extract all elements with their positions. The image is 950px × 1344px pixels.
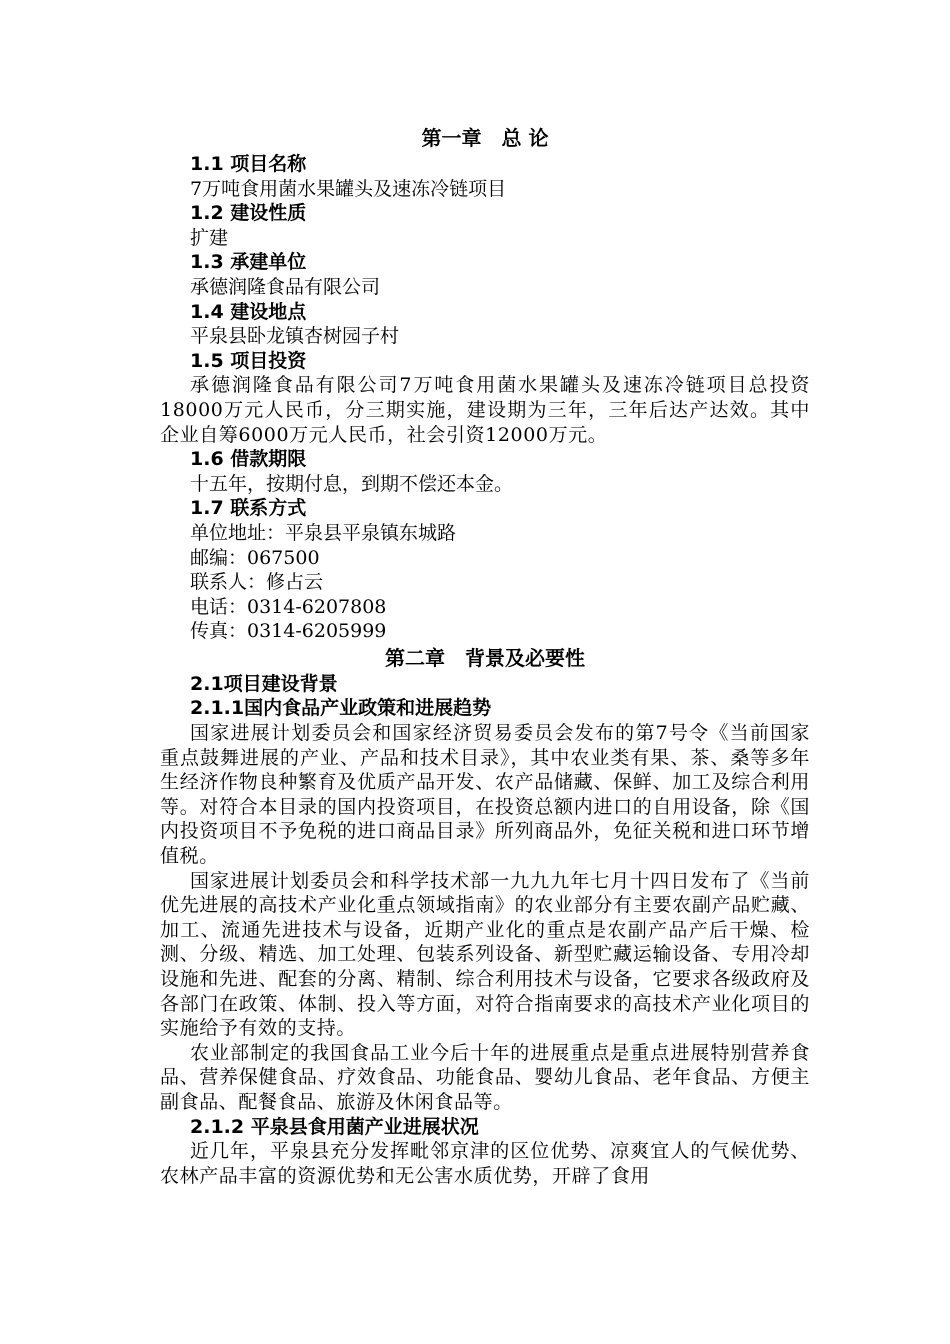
contact-person: 联系人：修占云 <box>190 571 324 594</box>
section-1-4-heading: 1.4 建设地点 <box>190 300 307 323</box>
chapter-1-title: 第一章 总 论 <box>421 126 549 150</box>
section-1-1-heading: 1.1 项目名称 <box>190 153 307 175</box>
section-1-5-heading: 1.5 项目投资 <box>190 349 307 372</box>
contact-postcode: 邮编：067500 <box>190 546 320 569</box>
contact-phone: 电话：0314-6207808 <box>190 595 387 618</box>
policy-paragraph-2: 国家进展计划委员会和科学技术部一九九九年七月十四日发布了《当前优先进展的高技术产业化重点领域指南》的农业部分有主要农副产品贮藏、加工、流通先进技术与设备，近期产业化的重点是农副产品产后干燥、检测、分级、精选、加工处理、包装系列设备、新型贮藏运输设备、专用冷却设施和先进、配套的分离、精制、综合利用技术与设备，它要求各级政府及各部门在政策、体制、投入等方面，对符合指南要求的高技术产业化项目的实施给予有效的支持。 <box>160 869 810 1040</box>
mushroom-industry-paragraph: 近几年，平泉县充分发挥毗邻京津的区位优势、凉爽宜人的气候优势、农林产品丰富的资源优势和无公害水质优势，开辟了食用 <box>160 1140 810 1187</box>
loan-term: 十五年，按期付息，到期不偿还本金。 <box>190 472 514 495</box>
contact-address: 单位地址：平泉县平泉镇东城路 <box>190 521 457 544</box>
project-name: 7万吨食用菌水果罐头及速冻冷链项目 <box>190 177 507 200</box>
construction-nature: 扩建 <box>190 226 229 249</box>
policy-paragraph-1: 国家进展计划委员会和国家经济贸易委员会发布的第7号令《当前国家重点鼓舞进展的产业、产品和技术目录》，其中农业类有果、茶、桑等多年生经济作物良种繁育及优质产品开发、农产品储藏、保鲜、加工及综合利用等。对符合本目录的国内投资项目，在投资总额内进口的自用设备，除《国内投资项目不予免税的进口商品目录》所列商品外，免征关税和进口环节增值税。 <box>160 722 810 868</box>
location: 平泉县卧龙镇杏树园子村 <box>190 325 400 348</box>
section-2-1-heading: 2.1项目建设背景 <box>190 672 338 695</box>
section-1-6-heading: 1.6 借款期限 <box>190 448 307 471</box>
section-2-1-2-heading: 2.1.2 平泉县食用菌产业进展状况 <box>190 1115 479 1138</box>
investment-paragraph: 承德润隆食品有限公司7万吨食用菌水果罐头及速冻冷链项目总投资18000万元人民币，分三期实施，建设期为三年，三年后达产达效。其中企业自筹6000万元人民币，社会引资12000万元。 <box>160 374 810 446</box>
section-1-7-heading: 1.7 联系方式 <box>190 497 307 520</box>
chapter-2-title: 第二章 背景及必要性 <box>385 645 585 670</box>
policy-paragraph-3: 农业部制定的我国食品工业今后十年的进展重点是重点进展特别营养食品、营养保健食品、疗效食品、功能食品、婴幼儿食品、老年食品、方便主副食品、配餐食品、旅游及休闲食品等。 <box>160 1041 810 1113</box>
section-1-3-heading: 1.3 承建单位 <box>190 251 307 274</box>
contractor: 承德润隆食品有限公司 <box>190 275 381 298</box>
contact-fax: 传真：0314-6205999 <box>190 620 387 643</box>
section-1-2-heading: 1.2 建设性质 <box>190 202 307 225</box>
section-2-1-1-heading: 2.1.1国内食品产业政策和进展趋势 <box>190 697 492 720</box>
